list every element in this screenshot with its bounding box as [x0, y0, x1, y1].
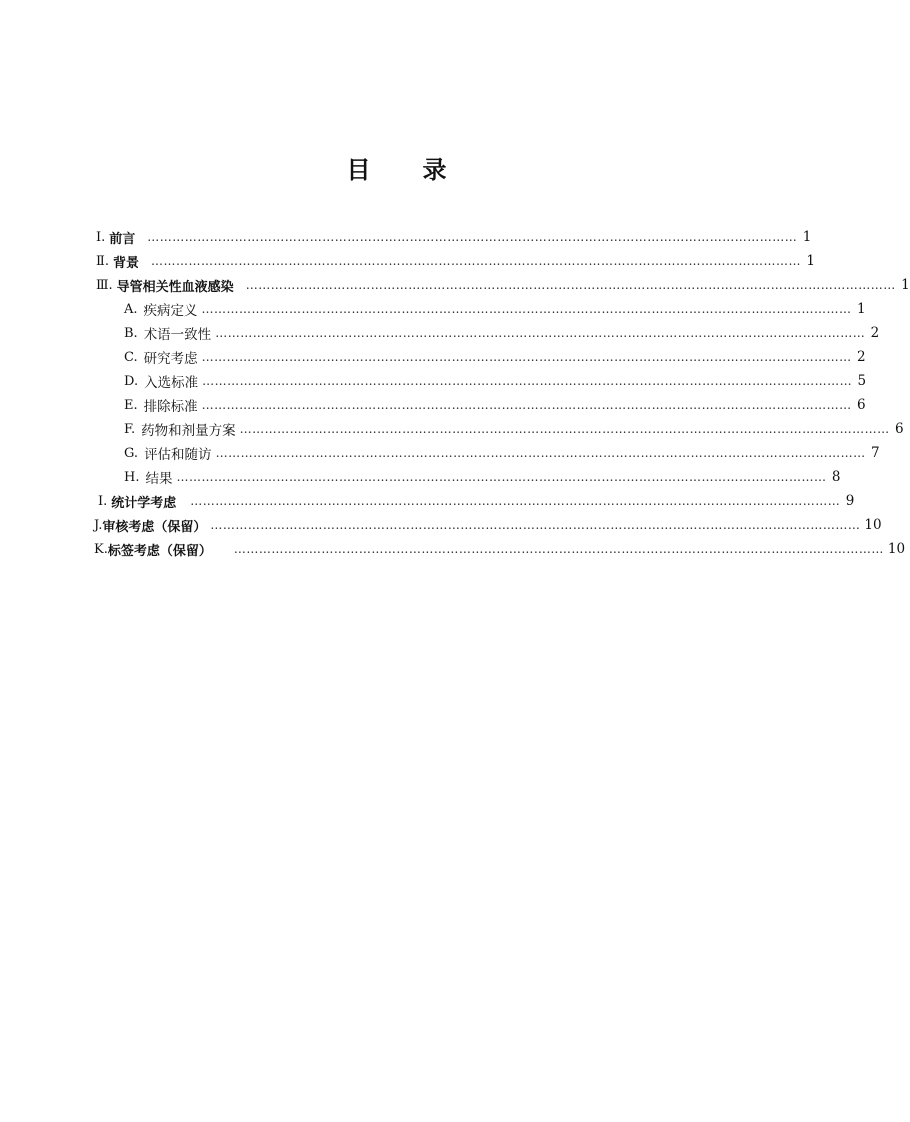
toc-entry-page-number: 8	[831, 469, 841, 485]
toc-entry-label: 审核考虑（保留）	[102, 519, 207, 535]
toc-entry-number: F.	[124, 421, 136, 437]
toc-title	[0, 150, 793, 185]
toc-entry-labeling[interactable]	[94, 538, 906, 560]
toc-subentry-inclusion-criteria[interactable]	[124, 370, 867, 392]
toc-entry-number: J.	[94, 517, 103, 533]
toc-entry-number: C.	[124, 349, 138, 365]
toc-entry-crbsi[interactable]	[96, 274, 910, 296]
toc-entry-label: 前言	[109, 231, 136, 247]
toc-entry-page-number: 2	[870, 325, 880, 341]
toc-entry-number: Ⅲ.	[96, 277, 113, 293]
toc-entry-page-number: 1	[856, 301, 866, 317]
toc-entry-number: K.	[94, 541, 108, 557]
toc-entry-page-number: 5	[857, 373, 867, 389]
toc-entry-page-number: 1	[802, 229, 812, 245]
toc-title-char-2: 录	[422, 156, 447, 184]
toc-entry-number: Ⅰ.	[96, 229, 106, 245]
toc-leader-dots: …………………………………………………………………………………………………………………………………………	[201, 302, 852, 316]
toc-entry-label: 疾病定义	[143, 303, 198, 319]
toc-title-char-1: 目	[346, 156, 371, 184]
toc-subentry-exclusion-criteria[interactable]	[124, 394, 866, 416]
toc-entry-preface[interactable]	[96, 226, 812, 248]
toc-leader-dots: …………………………………………………………………………………………………………………………………………	[201, 398, 852, 412]
toc-entry-label: 药物和剂量方案	[141, 423, 236, 439]
toc-leader-dots: …………………………………………………………………………………………………………………………………………	[202, 374, 853, 388]
toc-leader-dots: …………………………………………………………………………………………………………………………………………	[176, 470, 827, 484]
toc-subentry-terminology[interactable]	[124, 322, 880, 344]
toc-leader-dots: …………………………………………………………………………………………………………………………………………	[150, 254, 801, 268]
toc-entry-page-number: 10	[864, 517, 882, 533]
toc-leader-dots: …………………………………………………………………………………………………………………………………………	[215, 446, 866, 460]
toc-entry-number: Ⅰ.	[98, 493, 108, 509]
toc-leader-dots: …………………………………………………………………………………………………………………………………………	[210, 518, 861, 532]
toc-entry-page-number: 7	[870, 445, 880, 461]
toc-subentry-assessment-followup[interactable]	[124, 442, 880, 464]
toc-entry-background[interactable]	[96, 250, 815, 272]
toc-entry-label: 标签考虑（保留）	[107, 543, 212, 559]
toc-entry-label: 评估和随访	[144, 447, 212, 463]
toc-entry-number: A.	[124, 301, 138, 317]
toc-entry-number: H.	[124, 469, 140, 485]
toc-subentry-study-considerations[interactable]	[124, 346, 866, 368]
toc-entry-page-number: 6	[895, 421, 904, 437]
toc-leader-dots: …………………………………………………………………………………………………………………………………………	[190, 494, 841, 508]
toc-leader-dots: …………………………………………………………………………………………………………………………………………	[245, 278, 896, 292]
toc-entry-review[interactable]	[94, 514, 882, 536]
toc-subentry-disease-definition[interactable]	[124, 298, 866, 320]
toc-entry-label: 背景	[112, 255, 139, 271]
toc-entry-label: 排除标准	[143, 399, 198, 415]
toc-entry-label: 导管相关性血液感染	[116, 279, 234, 295]
toc-entry-page-number: 1	[806, 253, 815, 269]
toc-leader-dots: …………………………………………………………………………………………………………………………………………	[233, 542, 884, 556]
toc-entry-number: B.	[124, 325, 138, 341]
toc-subentry-outcomes[interactable]	[124, 466, 841, 488]
toc-entry-page-number: 1	[901, 277, 910, 293]
toc-entry-label: 术语一致性	[143, 327, 212, 343]
toc-entry-statistics[interactable]	[98, 490, 855, 512]
toc-leader-dots: …………………………………………………………………………………………………………………………………………	[215, 326, 866, 340]
toc-entry-number: G.	[124, 445, 139, 461]
toc-entry-label: 统计学考虑	[111, 495, 177, 511]
toc-entry-number: Ⅱ.	[96, 253, 109, 269]
toc-entry-label: 结果	[145, 471, 173, 487]
toc-subentry-drug-dosing[interactable]	[124, 418, 904, 440]
toc-entry-number: E.	[124, 397, 138, 413]
toc-entry-label: 研究考虑	[143, 351, 198, 367]
toc-entry-page-number: 9	[845, 493, 855, 509]
toc-leader-dots: …………………………………………………………………………………………………………………………………………	[239, 422, 890, 436]
toc-entry-page-number: 2	[857, 349, 866, 365]
toc-entry-page-number: 6	[857, 397, 866, 413]
toc-entry-page-number: 10	[887, 541, 906, 557]
toc-leader-dots: …………………………………………………………………………………………………………………………………………	[201, 350, 852, 364]
toc-entry-number: D.	[124, 373, 139, 389]
toc-leader-dots: …………………………………………………………………………………………………………………………………………	[147, 230, 798, 244]
toc-entry-label: 入选标准	[144, 375, 199, 391]
